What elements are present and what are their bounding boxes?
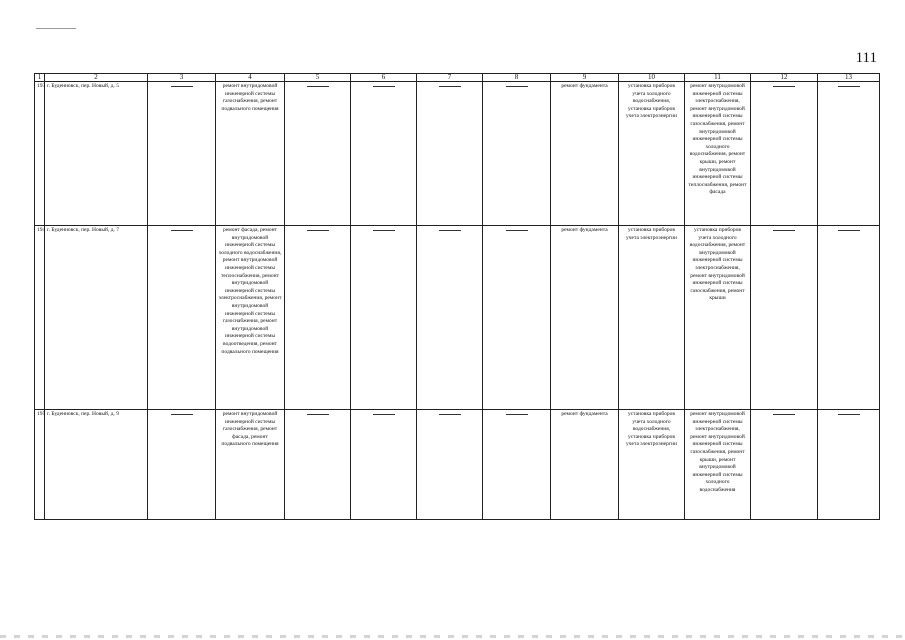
- work-list-cell: ремонт внутридомовой инженерной системы электроснабжения, ремонт внутридомовой инженерной системы газоснабжения, ремонт крыши, ремонт внутридомовой инженерной системы холодного водоснабжения: [685, 410, 751, 520]
- address-cell: г. Буденновск, пер. Новый, д. 9: [45, 410, 148, 520]
- empty-cell: [285, 410, 351, 520]
- row-number: 195: [35, 410, 45, 520]
- empty-cell: [483, 82, 551, 226]
- address-cell: г. Буденновск, пер. Новый, д. 7: [45, 226, 148, 410]
- table-row: [35, 82, 880, 226]
- empty-cell: [751, 410, 818, 520]
- empty-cell: [351, 226, 417, 410]
- work-list-cell: ремонт фундамента: [551, 82, 619, 226]
- column-header: 9: [551, 74, 619, 82]
- repair-schedule-table: [34, 73, 880, 520]
- work-list-cell: ремонт фундамента: [551, 226, 619, 410]
- column-header: 5: [285, 74, 351, 82]
- column-header: 1: [35, 74, 45, 82]
- column-header: 8: [483, 74, 551, 82]
- empty-cell: [751, 226, 818, 410]
- work-list-cell: установка приборов учета холодного водоснабжения, ремонт внутридомовой инженерной системы электроснабжения, ремонт внутридомовой инженерной системы газоснабжения, ремонт крыши: [685, 226, 751, 410]
- empty-cell: [351, 410, 417, 520]
- empty-cell: [285, 82, 351, 226]
- empty-cell: [148, 226, 216, 410]
- column-header: 4: [216, 74, 285, 82]
- empty-cell: [285, 226, 351, 410]
- empty-cell: [351, 82, 417, 226]
- work-list-cell: установка приборов учета холодного водоснабжения, установка приборов учета электроэнергии: [619, 82, 685, 226]
- row-number: 193: [35, 82, 45, 226]
- scan-noise: [0, 635, 905, 638]
- empty-cell: [751, 82, 818, 226]
- work-list-cell: ремонт фундамента: [551, 410, 619, 520]
- column-header: 11: [685, 74, 751, 82]
- column-header: 7: [417, 74, 483, 82]
- empty-cell: [148, 82, 216, 226]
- column-header-row: [35, 74, 880, 82]
- empty-cell: [417, 226, 483, 410]
- empty-cell: [417, 410, 483, 520]
- work-list-cell: установка приборов учета электроэнергии: [619, 226, 685, 410]
- column-header: 10: [619, 74, 685, 82]
- scan-rule: [36, 28, 76, 29]
- address-cell: г. Буденновск, пер. Новый, д. 5: [45, 82, 148, 226]
- work-list-cell: ремонт внутридомовой инженерной системы газоснабжения, ремонт подвального помещения: [216, 82, 285, 226]
- empty-cell: [417, 82, 483, 226]
- work-list-cell: ремонт внутридомовой инженерной системы газоснабжения, ремонт фасада, ремонт подвального помещения: [216, 410, 285, 520]
- table-row: [35, 410, 880, 520]
- empty-cell: [818, 82, 880, 226]
- table-row: [35, 226, 880, 410]
- empty-cell: [483, 226, 551, 410]
- column-header: 13: [818, 74, 880, 82]
- column-header: 12: [751, 74, 818, 82]
- empty-cell: [483, 410, 551, 520]
- empty-cell: [818, 410, 880, 520]
- work-list-cell: ремонт фасада, ремонт внутридомовой инженерной системы холодного водоснабжения, ремонт внутридомовой инженерной системы теплоснабжения, ремонт внутридомовой инженерной системы электроснабжения, ремонт внутридомовой инженерной системы газоснабжения, ремонт внутридомовой инженерной системы водоотведения, ремонт подвального помещения: [216, 226, 285, 410]
- empty-cell: [818, 226, 880, 410]
- row-number: 194: [35, 226, 45, 410]
- empty-cell: [148, 410, 216, 520]
- column-header: 2: [45, 74, 148, 82]
- page-number: 111: [855, 50, 877, 66]
- work-list-cell: ремонт внутридомовой инженерной системы электроснабжения, ремонт внутридомовой инженерной системы газоснабжения, ремонт внутридомовой инженерной системы холодного водоснабжения, ремонт крыши, ремонт внутридомовой инженерной системы теплоснабжения, ремонт фасада: [685, 82, 751, 226]
- work-list-cell: установка приборов учета холодного водоснабжения, установка приборов учета электроэнергии: [619, 410, 685, 520]
- column-header: 6: [351, 74, 417, 82]
- column-header: 3: [148, 74, 216, 82]
